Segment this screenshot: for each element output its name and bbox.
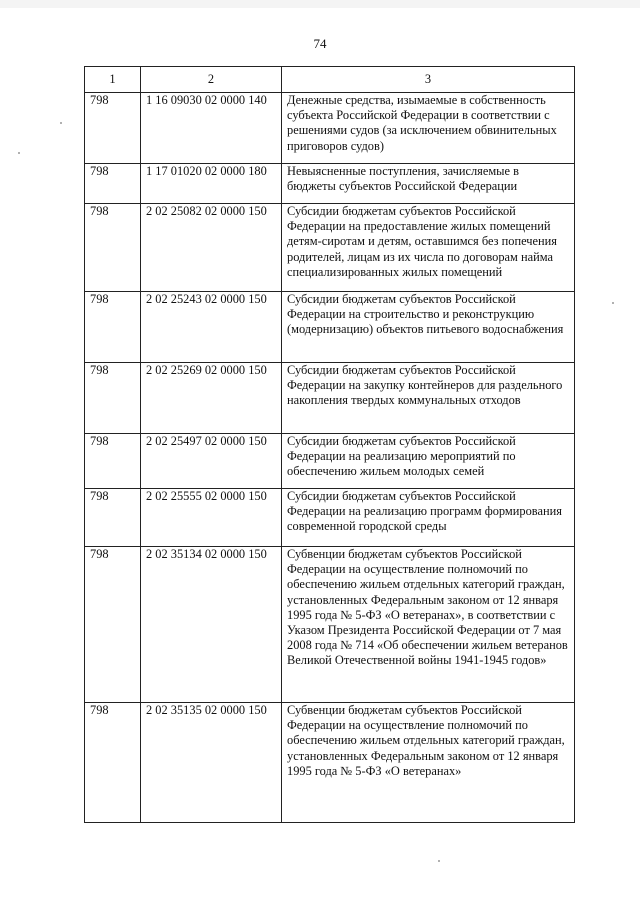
scan-speck [18, 152, 20, 154]
admin-code-cell: 798 [85, 292, 141, 363]
budget-code-cell: 2 02 35135 02 0000 150 [141, 703, 282, 823]
budget-code-cell: 2 02 35134 02 0000 150 [141, 547, 282, 703]
table-row [85, 703, 575, 823]
table-row [85, 164, 575, 204]
header-col-2: 2 [141, 67, 282, 93]
table-row [85, 204, 575, 292]
scan-speck [60, 122, 62, 124]
table-row [85, 547, 575, 703]
table-row [85, 489, 575, 547]
revenue-name-cell: Субсидии бюджетам субъектов Российской Федерации на предоставление жилых помещений детям-сиротам и детям, оставшимся без попечения родителей, лицам из их числа по договорам найма специализированных жилых помещений [282, 204, 575, 292]
budget-code-cell: 2 02 25082 02 0000 150 [141, 204, 282, 292]
page-number: 74 [313, 36, 327, 51]
budget-code-cell: 2 02 25269 02 0000 150 [141, 363, 282, 434]
table-row [85, 93, 575, 164]
revenue-name-cell: Невыясненные поступления, зачисляемые в бюджеты субъектов Российской Федерации [282, 164, 575, 204]
scan-speck [612, 302, 614, 304]
scan-edge [0, 0, 640, 8]
admin-code-cell: 798 [85, 489, 141, 547]
revenue-name-cell: Денежные средства, изымаемые в собственность субъекта Российской Федерации в соответствии с решениями судов (за исключением обвинительных приговоров судов) [282, 93, 575, 164]
revenue-name-cell: Субсидии бюджетам субъектов Российской Федерации на строительство и реконструкцию (модернизацию) объектов питьевого водоснабжения [282, 292, 575, 363]
revenue-name-cell: Субсидии бюджетам субъектов Российской Федерации на реализацию программ формирования современной городской среды [282, 489, 575, 547]
admin-code-cell: 798 [85, 164, 141, 204]
table-header-row [85, 67, 575, 93]
revenue-name-cell: Субсидии бюджетам субъектов Российской Федерации на закупку контейнеров для раздельного накопления твердых коммунальных отходов [282, 363, 575, 434]
revenue-codes-table [84, 66, 575, 823]
admin-code-cell: 798 [85, 434, 141, 489]
admin-code-cell: 798 [85, 363, 141, 434]
admin-code-cell: 798 [85, 204, 141, 292]
budget-code-cell: 1 16 09030 02 0000 140 [141, 93, 282, 164]
budget-code-cell: 2 02 25497 02 0000 150 [141, 434, 282, 489]
budget-code-cell: 2 02 25555 02 0000 150 [141, 489, 282, 547]
revenue-name-cell: Субвенции бюджетам субъектов Российской Федерации на осуществление полномочий по обеспечению жильем отдельных категорий граждан, установленных Федеральным законом от 12 января 1995 года № 5-ФЗ «О ветеранах» [282, 703, 575, 823]
budget-code-cell: 1 17 01020 02 0000 180 [141, 164, 282, 204]
table-row [85, 292, 575, 363]
admin-code-cell: 798 [85, 93, 141, 164]
scan-speck [438, 860, 440, 862]
admin-code-cell: 798 [85, 547, 141, 703]
revenue-name-cell: Субвенции бюджетам субъектов Российской Федерации на осуществление полномочий по обеспечению жильем отдельных категорий граждан, установленных Федеральным законом от 12 января 1995 года № 5-ФЗ «О ветеранах», в соответствии с Указом Президента Российской Федерации от 7 мая 2008 года № 714 «Об обеспечении жильем ветеранов Великой Отечественной войны 1941-1945 годов» [282, 547, 575, 703]
budget-code-cell: 2 02 25243 02 0000 150 [141, 292, 282, 363]
admin-code-cell: 798 [85, 703, 141, 823]
table-row [85, 434, 575, 489]
header-col-1: 1 [85, 67, 141, 93]
table-row [85, 363, 575, 434]
header-col-3: 3 [282, 67, 575, 93]
revenue-name-cell: Субсидии бюджетам субъектов Российской Федерации на реализацию мероприятий по обеспечению жильем молодых семей [282, 434, 575, 489]
